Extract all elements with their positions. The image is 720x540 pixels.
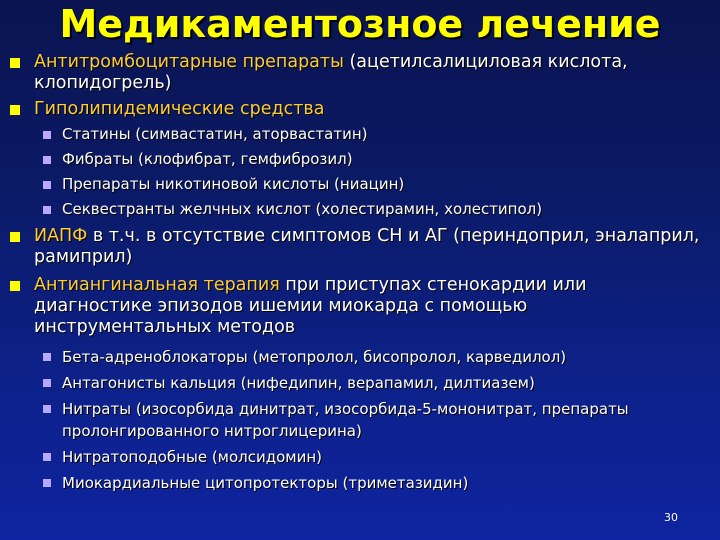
sub-item-text: Секвестранты желчных кислот (холестирамин, холестипол): [62, 200, 543, 218]
item-text: (ацетилсалициловая кислота, клопидогрель): [34, 52, 628, 93]
item-text: в т.ч. в отсутствие симптомов СН и АГ (периндоприл, эналаприл, рамиприл): [34, 226, 700, 267]
item-text: при приступах стенокардии или диагностике эпизодов ишемии миокарда с помощью инструментальных методов: [34, 275, 587, 337]
square-bullet-icon: [10, 281, 20, 291]
square-bullet-icon: [43, 353, 51, 361]
sub-list-item: [10, 175, 710, 193]
slide-title: Медикаментозное лечение: [59, 2, 661, 46]
sub-list-item: [10, 346, 710, 368]
sub-list-item: [10, 200, 710, 218]
sub-item-text: Фибраты (клофибрат, гемфиброзил): [62, 150, 353, 168]
sub-item-text: Нитраты (изосорбида динитрат, изосорбида-5-мононитрат, препараты пролонгированного нитроглицерина): [62, 400, 629, 440]
square-bullet-icon: [43, 206, 51, 214]
square-bullet-icon: [10, 58, 20, 68]
list-item-antiplatelet: [10, 52, 710, 94]
sub-list-item: [10, 150, 710, 168]
square-bullet-icon: [43, 379, 51, 387]
sub-item-text: Бета-адреноблокаторы (метопролол, бисопролол, карведилол): [62, 348, 567, 366]
sub-list-item: [10, 446, 710, 468]
square-bullet-icon: [43, 181, 51, 189]
slide-content: [10, 50, 710, 494]
sub-item-text: Препараты никотиновой кислоты (ниацин): [62, 175, 405, 193]
sub-list-item: [10, 398, 710, 442]
square-bullet-icon: [43, 405, 51, 413]
square-bullet-icon: [10, 232, 20, 242]
item-highlight: Гиполипидемические средства: [34, 99, 325, 119]
list-item-lipid: [10, 99, 710, 120]
sub-item-text: Статины (симвастатин, аторвастатин): [62, 125, 368, 143]
sub-item-text: Нитратоподобные (молсидомин): [62, 448, 323, 466]
sub-list-item: [10, 125, 710, 143]
square-bullet-icon: [43, 453, 51, 461]
sub-item-text: Миокардиальные цитопротекторы (триметазидин): [62, 474, 469, 492]
item-highlight: ИАПФ: [34, 226, 88, 246]
sub-item-text: Антагонисты кальция (нифедипин, верапамил, дилтиазем): [62, 374, 535, 392]
square-bullet-icon: [43, 156, 51, 164]
item-highlight: Антиангинальная терапия: [34, 275, 280, 295]
item-highlight: Антитромбоцитарные препараты: [34, 52, 344, 72]
square-bullet-icon: [10, 105, 20, 115]
sub-list-item: [10, 472, 710, 494]
sub-list-item: [10, 372, 710, 394]
square-bullet-icon: [43, 479, 51, 487]
page-number: 30: [664, 511, 678, 524]
square-bullet-icon: [43, 131, 51, 139]
list-item-antianginal: [10, 275, 710, 338]
list-item-ace-inhibitors: [10, 226, 710, 268]
